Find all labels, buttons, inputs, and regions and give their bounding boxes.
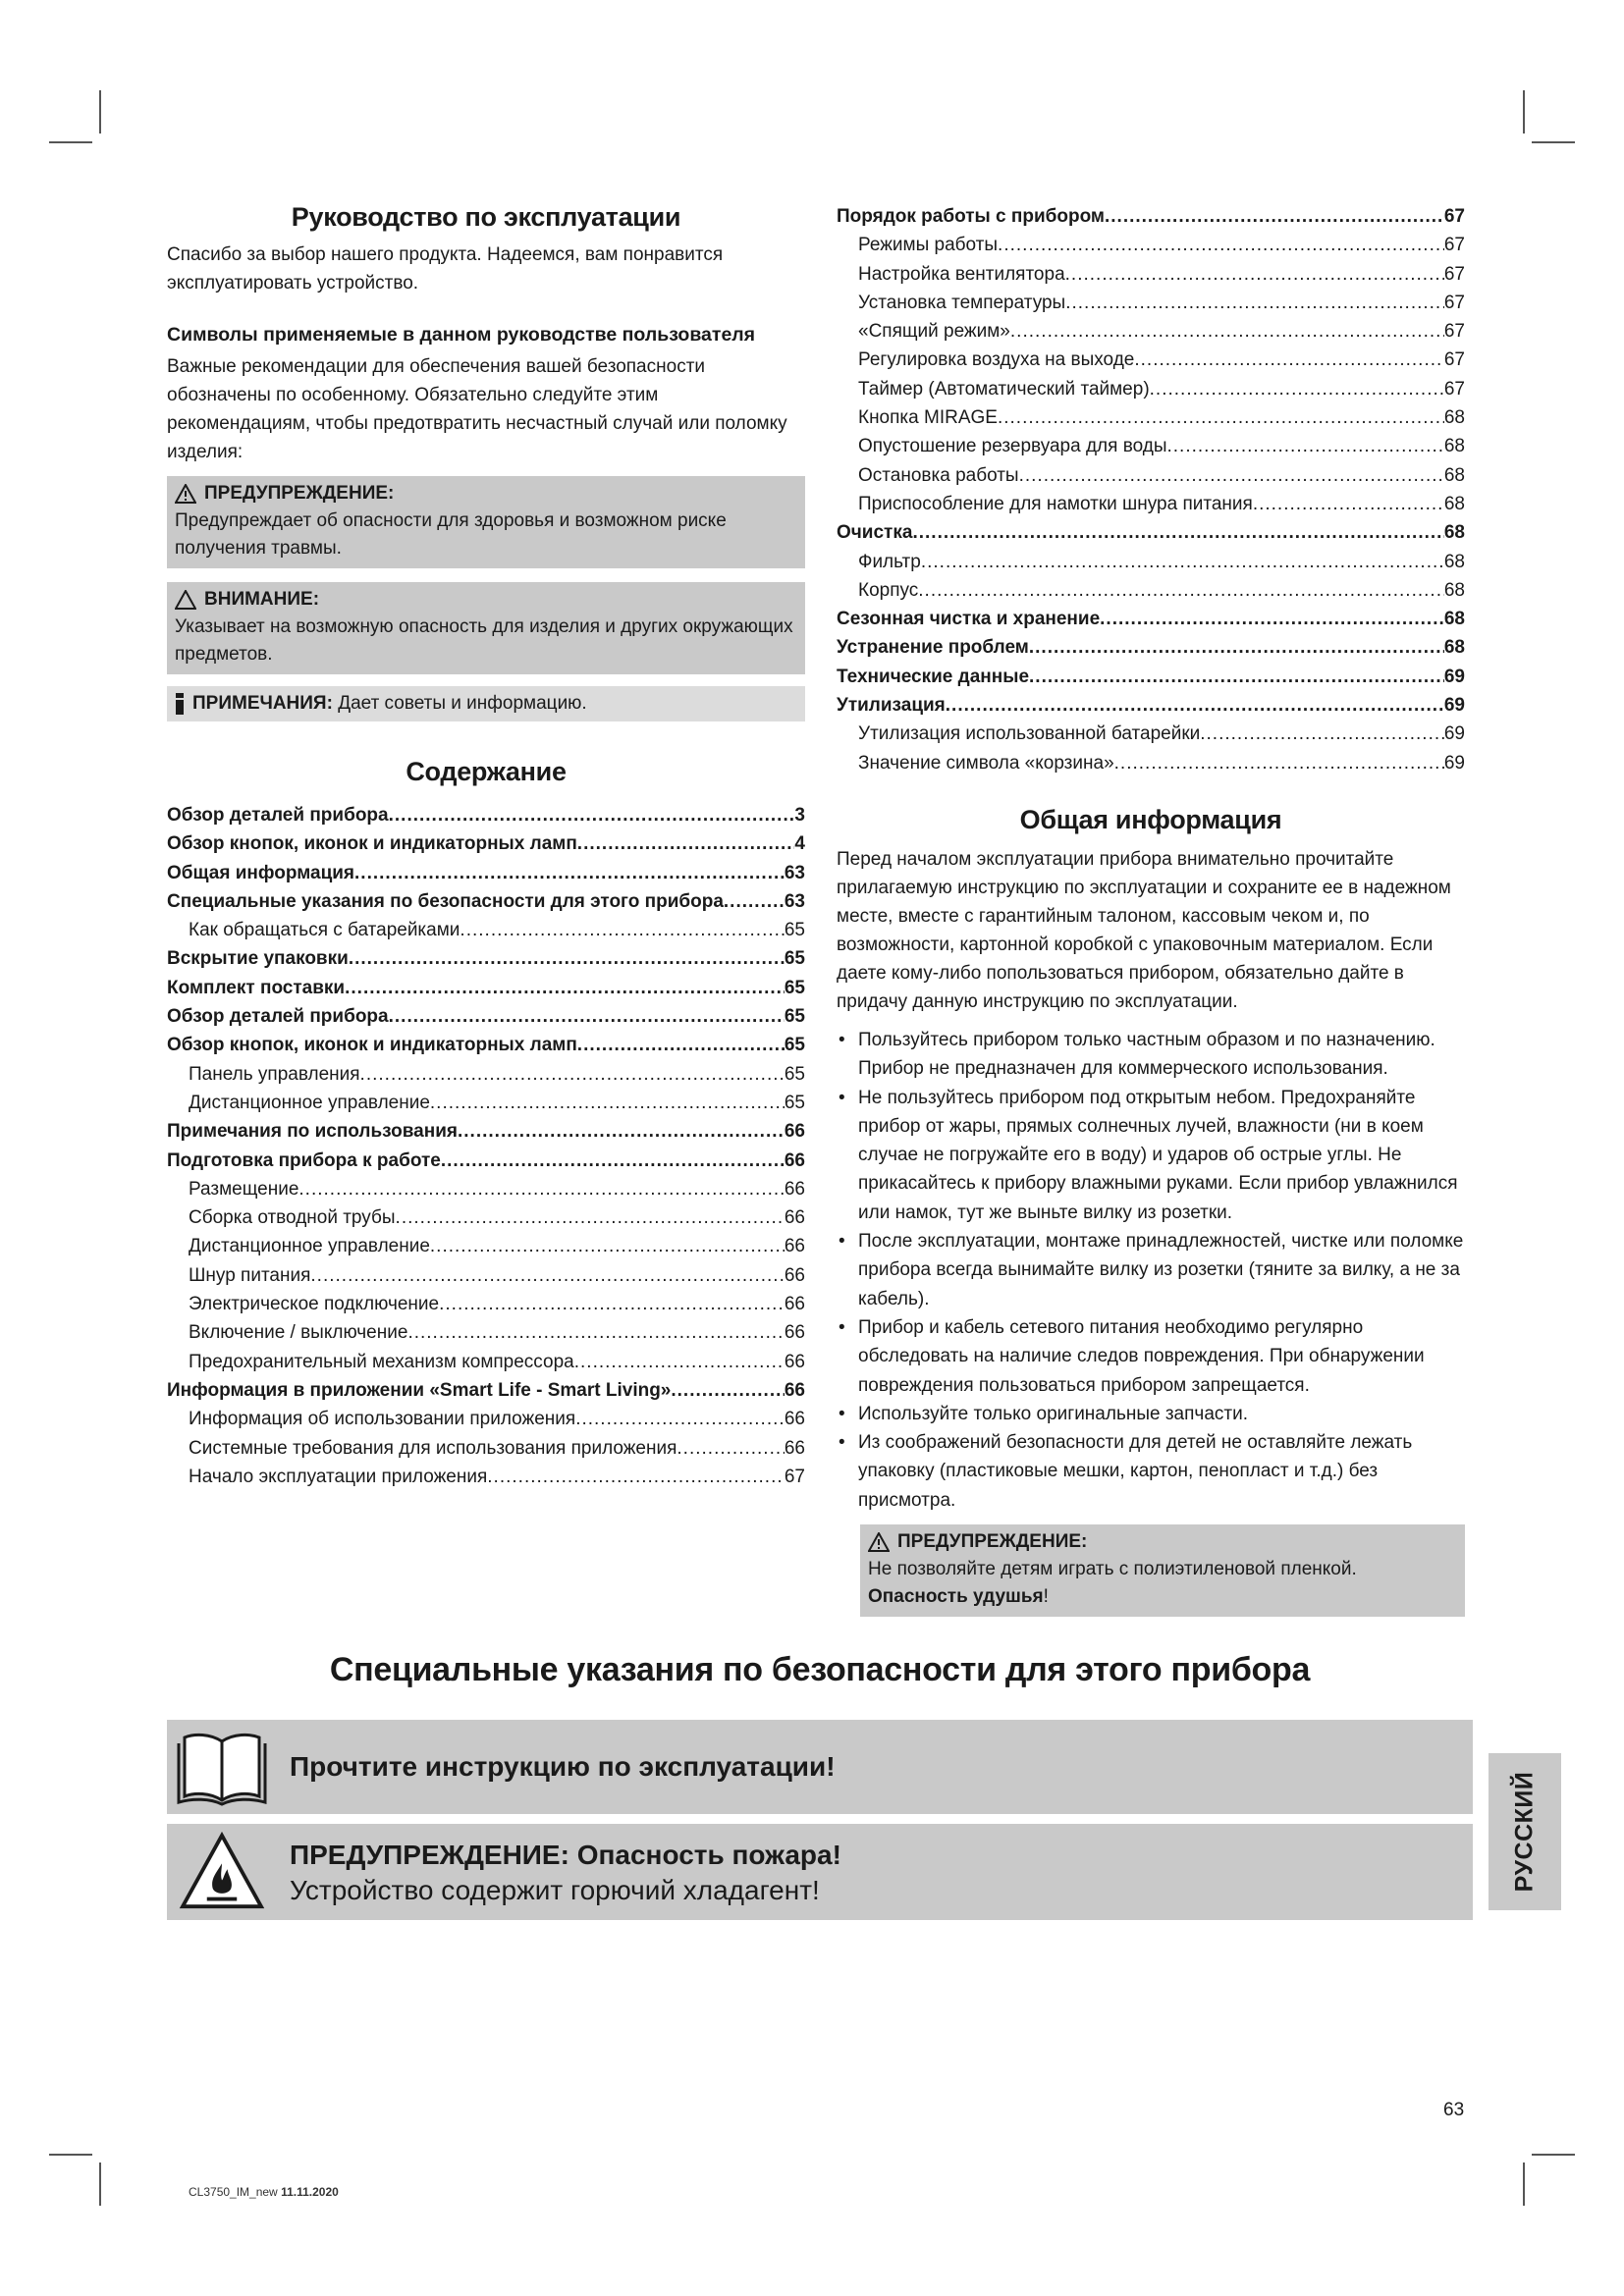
toc-entry-title: Шнур питания bbox=[189, 1264, 311, 1286]
read-manual-bar bbox=[167, 1720, 1473, 1814]
footer-file: CL3750_IM_new bbox=[189, 2185, 278, 2199]
symbols-text: Важные рекомендации для обеспечения вашей безопасности обозначены по особенному. Обязательно следуйте этим рекомендациям, чтобы предотвратить несчастный случай или поломку изделия: bbox=[167, 356, 787, 462]
safety-title: Специальные указания по безопасности для этого прибора bbox=[329, 1651, 1311, 1688]
toc-dot-leader bbox=[1200, 720, 1444, 748]
toc-entry-title: Информация об использовании приложения bbox=[189, 1409, 576, 1430]
note-title: ПРИМЕЧАНИЯ: bbox=[192, 693, 333, 714]
toc-entry-title: Специальные указания по безопасности для этого прибора bbox=[167, 890, 724, 912]
fire-warning-bar bbox=[167, 1824, 1473, 1920]
fire-warning-title: ПРЕДУПРЕЖДЕНИЕ: Опасность пожара! bbox=[290, 1840, 841, 1870]
toc-entry bbox=[837, 691, 1465, 720]
warning2-title: ПРЕДУПРЕЖДЕНИЕ: bbox=[897, 1530, 1088, 1552]
toc-entry-page: 67 bbox=[1443, 378, 1465, 400]
toc-dot-leader bbox=[349, 944, 785, 973]
toc-entry bbox=[837, 289, 1465, 317]
toc-entry-title: Дистанционное управление bbox=[189, 1092, 430, 1113]
toc-dot-leader bbox=[389, 801, 795, 829]
toc-entry-page: 65 bbox=[784, 948, 805, 970]
warning-text: Предупреждает об опасности для здоровья и возможном риске получения травмы. bbox=[175, 510, 727, 559]
toc-entry bbox=[167, 974, 805, 1002]
toc-entry-page: 65 bbox=[784, 1035, 805, 1056]
language-tab bbox=[1489, 1753, 1561, 1910]
toc-entry-page: 65 bbox=[784, 1006, 805, 1028]
crop-mark bbox=[99, 2163, 101, 2206]
general-info-text: Перед началом эксплуатации прибора внимательно прочитайте прилагаемую инструкцию по эксплуатации и сохраните ее в надежном месте, вместе с гарантийным талоном, кассовым чеком и, по возможности, картонной коробкой с упаковочным материалом. Если даете кому-либо попользоваться прибором, обязательно дайте в придачу данную инструкцию по эксплуатации. bbox=[837, 848, 1451, 1012]
toc-entry bbox=[837, 518, 1465, 547]
toc-entry-title: Начало эксплуатации приложения bbox=[189, 1466, 488, 1487]
toc-entry-title: Обзор кнопок, иконок и индикаторных ламп bbox=[167, 833, 577, 855]
toc-entry bbox=[167, 944, 805, 973]
toc-entry-title: Опустошение резервуара для воды bbox=[858, 436, 1167, 457]
safety-bullets bbox=[837, 1026, 1465, 1515]
toc-dot-leader bbox=[577, 1031, 785, 1059]
crop-mark bbox=[99, 90, 101, 133]
toc-dot-leader bbox=[460, 916, 784, 944]
toc-dot-leader bbox=[310, 1261, 784, 1290]
caution-triangle-icon bbox=[175, 590, 196, 610]
toc-entry bbox=[167, 1002, 805, 1031]
toc-dot-leader bbox=[1029, 663, 1444, 691]
toc-entry-title: Общая информация bbox=[167, 862, 355, 883]
toc-entry-page: 68 bbox=[1443, 522, 1465, 544]
toc-entry bbox=[167, 1405, 805, 1433]
toc-entry-page: 4 bbox=[794, 833, 805, 855]
toc-entry-title: Сезонная чистка и хранение bbox=[837, 609, 1101, 630]
toc-entry bbox=[167, 859, 805, 887]
toc-entry-title: Системные требования для использования приложения bbox=[189, 1437, 677, 1459]
toc-entry bbox=[167, 1175, 805, 1203]
toc-entry-page: 68 bbox=[1443, 551, 1465, 572]
toc-entry bbox=[837, 490, 1465, 518]
toc-entry-title: Технические данные bbox=[837, 666, 1030, 687]
toc-entry-title: Сборка отводной трубы bbox=[189, 1207, 396, 1229]
toc-entry-title: Вскрытие упаковки bbox=[167, 948, 349, 970]
caution-text: Указывает на возможную опасность для изделия и других окружающих предметов. bbox=[175, 616, 793, 665]
toc-entry-title: Обзор кнопок, иконок и индикаторных ламп bbox=[167, 1035, 577, 1056]
toc-dot-leader bbox=[430, 1232, 785, 1260]
bullet-item: • Не пользуйтесь прибором под открытым небом. Предохраняйте прибор от жары, прямых солнечных лучей, влажности (ни в коем случае не погружайте его в воду) и ударов об острые углы. Не прикасайтесь к прибору влажными руками. Если прибор увлажнился или намок, тут же выньте вилку из розетки. bbox=[837, 1084, 1465, 1227]
toc-entry bbox=[167, 1089, 805, 1117]
toc-entry-title: Размещение bbox=[189, 1178, 299, 1200]
toc-entry bbox=[167, 829, 805, 858]
toc-dot-leader bbox=[1134, 346, 1444, 374]
toc-dot-leader bbox=[458, 1117, 785, 1146]
manual-title: Руководство по эксплуатации bbox=[291, 202, 681, 232]
toc-entry-title: Устранение проблем bbox=[837, 637, 1029, 659]
toc-dot-leader bbox=[575, 1405, 785, 1433]
toc-entry-page: 67 bbox=[1443, 292, 1465, 313]
toc-entry bbox=[167, 1290, 805, 1318]
right-column bbox=[837, 202, 1465, 1617]
bullet-item: • Из соображений безопасности для детей не оставляйте лежать упаковку (пластиковые мешки, картон, пенопласт и т.д.) без присмотра. bbox=[837, 1428, 1465, 1515]
toc-entry-title: Обзор деталей прибора bbox=[167, 805, 389, 826]
toc-entry-title: Как обращаться с батарейками bbox=[189, 920, 460, 941]
toc-entry-title: Таймер (Автоматический таймер) bbox=[858, 378, 1150, 400]
read-manual-text: Прочтите инструкцию по эксплуатации! bbox=[290, 1751, 836, 1782]
warning-triangle-icon bbox=[868, 1532, 890, 1552]
toc-entry-title: Утилизация использованной батарейки bbox=[858, 723, 1201, 745]
toc-entry-page: 67 bbox=[1443, 206, 1465, 227]
toc-entry-page: 65 bbox=[784, 977, 805, 998]
toc-entry-page: 68 bbox=[1443, 436, 1465, 457]
toc-entry bbox=[167, 887, 805, 916]
toc-dot-leader bbox=[1253, 490, 1444, 518]
footer-date: 11.11.2020 bbox=[281, 2185, 339, 2199]
toc-dot-leader bbox=[1114, 749, 1444, 777]
toc-dot-leader bbox=[677, 1434, 784, 1463]
info-icon bbox=[175, 693, 185, 715]
toc-entry-title: Предохранительный механизм компрессора bbox=[189, 1351, 574, 1372]
bullet-item: • После эксплуатации, монтаже принадлежностей, чистке или поломке прибора всегда вынимайте вилку из розетки (тяните за вилку, а не за кабель). bbox=[837, 1227, 1465, 1313]
symbols-heading: Символы применяемые в данном руководстве пользователя bbox=[167, 324, 756, 346]
crop-mark bbox=[1523, 90, 1525, 133]
toc-dot-leader bbox=[1166, 432, 1443, 460]
toc-dot-leader bbox=[389, 1002, 785, 1031]
toc-entry-page: 63 bbox=[784, 862, 805, 883]
warning-title: ПРЕДУПРЕЖДЕНИЕ: bbox=[204, 483, 395, 504]
flammable-warning-icon bbox=[177, 1832, 267, 1910]
toc-entry bbox=[167, 1147, 805, 1175]
toc-entry bbox=[837, 375, 1465, 403]
footer bbox=[189, 2185, 339, 2199]
toc-entry bbox=[167, 1318, 805, 1347]
toc-dot-leader bbox=[577, 829, 795, 858]
toc-entry bbox=[837, 720, 1465, 748]
toc-entry-page: 67 bbox=[1443, 349, 1465, 371]
toc-entry-page: 65 bbox=[784, 1092, 805, 1113]
toc-entry bbox=[167, 1060, 805, 1089]
toc-dot-leader bbox=[946, 691, 1444, 720]
toc-entry-title: Регулировка воздуха на выходе bbox=[858, 349, 1135, 371]
toc-entry-page: 65 bbox=[784, 920, 805, 941]
warning2-text bbox=[868, 1556, 1457, 1611]
page-number: 63 bbox=[1443, 2100, 1465, 2120]
toc-entry-page: 67 bbox=[1443, 235, 1465, 256]
toc-entry-title: Панель управления bbox=[189, 1063, 360, 1085]
toc-entry bbox=[167, 916, 805, 944]
language-label: РУССКИЙ bbox=[1510, 1771, 1539, 1893]
caution-title: ВНИМАНИЕ: bbox=[204, 589, 320, 610]
toc-entry bbox=[167, 1203, 805, 1232]
toc-entry-title: Режимы работы bbox=[858, 235, 999, 256]
toc-entry-page: 63 bbox=[784, 890, 805, 912]
toc-entry-title: Обзор деталей прибора bbox=[167, 1006, 389, 1028]
toc-entry bbox=[167, 1463, 805, 1491]
warning2-body: Не позволяйте детям играть с полиэтиленовой пленкой. bbox=[868, 1558, 1357, 1579]
toc-entry-page: 66 bbox=[784, 1149, 805, 1171]
toc-entry bbox=[837, 461, 1465, 490]
toc-dot-leader bbox=[430, 1089, 785, 1117]
warning-triangle-icon bbox=[175, 484, 196, 504]
toc-entry-title: Электрическое подключение bbox=[189, 1294, 440, 1315]
toc-entry-page: 67 bbox=[1443, 321, 1465, 343]
toc-dot-leader bbox=[724, 887, 785, 916]
toc-entry-title: Комплект поставки bbox=[167, 977, 346, 998]
toc-entry-title: Настройка вентилятора bbox=[858, 263, 1065, 285]
toc-entry bbox=[837, 663, 1465, 691]
warning-box bbox=[167, 476, 805, 568]
toc-entry-page: 66 bbox=[784, 1351, 805, 1372]
general-info-title: Общая информация bbox=[1019, 804, 1282, 834]
toc-entry bbox=[167, 1031, 805, 1059]
toc-entry-page: 66 bbox=[784, 1121, 805, 1143]
book-icon bbox=[177, 1728, 267, 1806]
toc-entry-page: 66 bbox=[784, 1409, 805, 1430]
caution-box bbox=[167, 582, 805, 674]
toc-entry-page: 66 bbox=[784, 1178, 805, 1200]
toc-dot-leader bbox=[1065, 260, 1444, 289]
crop-mark bbox=[1532, 141, 1575, 143]
toc-entry-title: Приспособление для намотки шнура питания bbox=[858, 493, 1253, 514]
toc-entry bbox=[837, 633, 1465, 662]
toc-entry bbox=[167, 1348, 805, 1376]
toc-dot-leader bbox=[1150, 375, 1444, 403]
toc-dot-leader bbox=[1105, 202, 1444, 231]
toc-dot-leader bbox=[396, 1203, 785, 1232]
toc-entry bbox=[837, 432, 1465, 460]
toc-entry-title: Очистка bbox=[837, 522, 913, 544]
toc-entry-title: Подготовка прибора к работе bbox=[167, 1149, 441, 1171]
toc-entry bbox=[837, 202, 1465, 231]
warning-box-2 bbox=[860, 1524, 1465, 1617]
toc-dot-leader bbox=[1065, 289, 1444, 317]
toc-left bbox=[167, 801, 805, 1491]
toc-entry bbox=[837, 548, 1465, 576]
toc-entry-page: 66 bbox=[784, 1207, 805, 1229]
toc-entry-title: Примечания по использования bbox=[167, 1121, 458, 1143]
crop-mark bbox=[1532, 2154, 1575, 2156]
toc-dot-leader bbox=[487, 1463, 785, 1491]
toc-right bbox=[837, 202, 1465, 777]
toc-dot-leader bbox=[354, 859, 785, 887]
intro-text: Спасибо за выбор нашего продукта. Надеемся, вам понравится эксплуатировать устройство. bbox=[167, 244, 724, 294]
toc-dot-leader bbox=[407, 1318, 784, 1347]
bullet-item: • Используйте только оригинальные запчасти. bbox=[837, 1400, 1465, 1428]
toc-entry-title: Установка температуры bbox=[858, 292, 1066, 313]
left-column bbox=[167, 202, 805, 1491]
warning2-emphasis: Опасность удушья bbox=[868, 1585, 1044, 1607]
toc-entry bbox=[167, 1261, 805, 1290]
toc-entry-page: 68 bbox=[1443, 464, 1465, 486]
bullet-item: • Прибор и кабель сетевого питания необходимо регулярно обследовать на наличие следов повреждения. При обнаружении повреждения пользоваться прибором запрещается. bbox=[837, 1313, 1465, 1400]
toc-dot-leader bbox=[921, 548, 1444, 576]
toc-entry-title: Корпус bbox=[858, 579, 919, 601]
toc-dot-leader bbox=[912, 518, 1443, 547]
crop-mark bbox=[49, 141, 92, 143]
toc-entry bbox=[837, 231, 1465, 259]
toc-entry-page: 68 bbox=[1443, 493, 1465, 514]
toc-entry bbox=[167, 1232, 805, 1260]
toc-entry-title: Включение / выключение bbox=[189, 1322, 408, 1344]
toc-entry-page: 68 bbox=[1443, 407, 1465, 429]
toc-entry bbox=[837, 346, 1465, 374]
toc-entry bbox=[837, 749, 1465, 777]
toc-entry-page: 66 bbox=[784, 1236, 805, 1257]
toc-entry-page: 69 bbox=[1443, 695, 1465, 717]
toc-entry-page: 68 bbox=[1443, 637, 1465, 659]
toc-entry bbox=[167, 1117, 805, 1146]
toc-entry bbox=[837, 403, 1465, 432]
crop-mark bbox=[49, 2154, 92, 2156]
toc-entry bbox=[167, 801, 805, 829]
toc-entry-title: Дистанционное управление bbox=[189, 1236, 430, 1257]
toc-entry bbox=[837, 317, 1465, 346]
toc-entry-page: 68 bbox=[1443, 579, 1465, 601]
toc-entry-page: 66 bbox=[784, 1264, 805, 1286]
toc-entry bbox=[837, 605, 1465, 633]
toc-dot-leader bbox=[1010, 317, 1444, 346]
toc-entry-title: «Спящий режим» bbox=[858, 321, 1010, 343]
toc-dot-leader bbox=[441, 1147, 785, 1175]
toc-dot-leader bbox=[671, 1376, 784, 1405]
note-box bbox=[167, 686, 805, 721]
toc-entry-page: 69 bbox=[1443, 752, 1465, 774]
toc-dot-leader bbox=[439, 1290, 785, 1318]
toc-dot-leader bbox=[998, 231, 1444, 259]
fire-warning-text: Устройство содержит горючий хладагент! bbox=[290, 1875, 820, 1905]
note-text: Дает советы и информацию. bbox=[338, 693, 587, 714]
toc-entry-title: Значение символа «корзина» bbox=[858, 752, 1114, 774]
toc-dot-leader bbox=[1029, 633, 1444, 662]
toc-dot-leader bbox=[345, 974, 785, 1002]
toc-entry-page: 66 bbox=[784, 1322, 805, 1344]
toc-entry-page: 68 bbox=[1443, 609, 1465, 630]
toc-dot-leader bbox=[360, 1060, 785, 1089]
toc-entry-title: Фильтр bbox=[858, 551, 921, 572]
toc-title: Содержание bbox=[406, 757, 567, 786]
toc-entry-page: 67 bbox=[784, 1466, 805, 1487]
warning2-end: ! bbox=[1043, 1585, 1049, 1607]
bullet-item: • Пользуйтесь прибором только частным образом и по назначению. Прибор не предназначен для коммерческого использования. bbox=[837, 1026, 1465, 1084]
toc-entry-title: Утилизация bbox=[837, 695, 946, 717]
toc-dot-leader bbox=[574, 1348, 785, 1376]
toc-entry bbox=[837, 260, 1465, 289]
toc-entry-page: 67 bbox=[1443, 263, 1465, 285]
toc-entry bbox=[167, 1376, 805, 1405]
toc-dot-leader bbox=[1019, 461, 1444, 490]
toc-entry-page: 66 bbox=[784, 1379, 805, 1401]
toc-entry-title: Информация в приложении «Smart Life - Smart Living» bbox=[167, 1379, 672, 1401]
toc-entry-title: Кнопка MIRAGE bbox=[858, 407, 998, 429]
toc-dot-leader bbox=[918, 576, 1444, 605]
toc-entry-page: 65 bbox=[784, 1063, 805, 1085]
toc-entry-title: Остановка работы bbox=[858, 464, 1019, 486]
toc-entry-page: 69 bbox=[1443, 666, 1465, 687]
toc-entry-page: 66 bbox=[784, 1294, 805, 1315]
toc-entry-title: Порядок работы с прибором bbox=[837, 206, 1105, 227]
toc-dot-leader bbox=[298, 1175, 784, 1203]
crop-mark bbox=[1523, 2163, 1525, 2206]
toc-entry-page: 69 bbox=[1443, 723, 1465, 745]
toc-entry-page: 3 bbox=[794, 805, 805, 826]
toc-entry-page: 66 bbox=[784, 1437, 805, 1459]
toc-entry bbox=[167, 1434, 805, 1463]
toc-entry bbox=[837, 576, 1465, 605]
toc-dot-leader bbox=[998, 403, 1444, 432]
toc-dot-leader bbox=[1100, 605, 1444, 633]
